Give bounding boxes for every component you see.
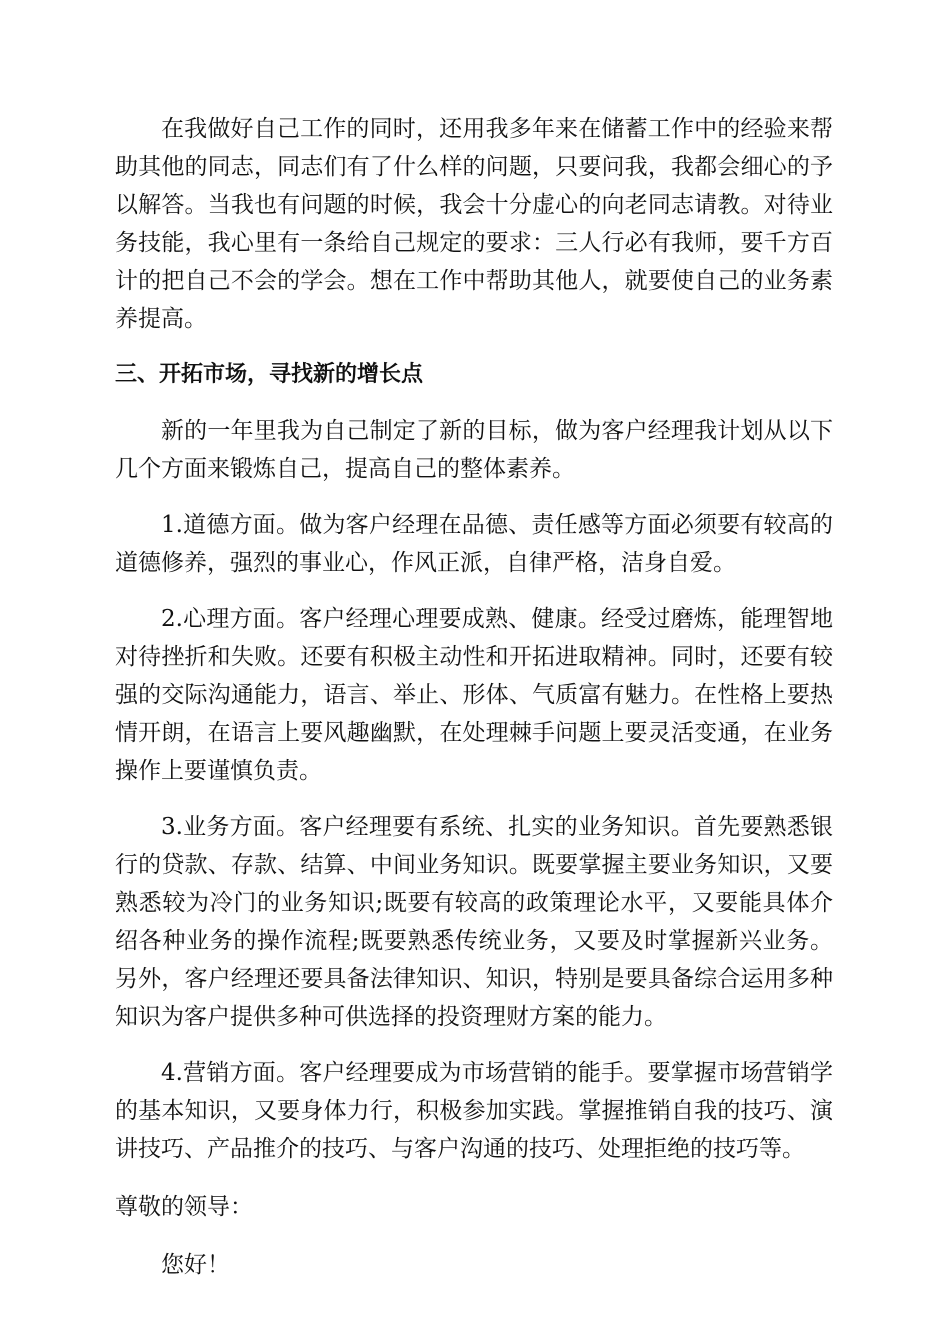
- document-body: [115, 110, 833, 1284]
- salutation: 尊敬的领导：: [115, 1194, 253, 1220]
- list-item-morality: 1.道德方面。做为客户经理在品德、责任感等方面必须要有较高的道德修养，强烈的事业心，作风正派，自律严格，洁身自爱。: [115, 512, 833, 576]
- body-paragraph: 在我做好自己工作的同时，还用我多年来在储蓄工作中的经验来帮助其他的同志，同志们有了什么样的问题，只要问我，我都会细心的予以解答。当我也有问题的时候，我会十分虚心的向老同志请教。对待业务技能，我心里有一条给自己规定的要求：三人行必有我师，要千方百计的把自己不会的学会。想在工作中帮助其他人，就要使自己的业务素养提高。: [115, 116, 833, 332]
- section-heading: 三、开拓市场，寻找新的增长点: [115, 362, 424, 387]
- list-item-marketing: 4.营销方面。客户经理要成为市场营销的能手。要掌握市场营销学的基本知识，又要身体力行，积极参加实践。掌握推销自我的技巧、演讲技巧、产品推介的技巧、与客户沟通的技巧、处理拒绝的技巧等。: [115, 1060, 833, 1162]
- greeting: 您好！: [161, 1252, 230, 1278]
- body-paragraph: 新的一年里我为自己制定了新的目标，做为客户经理我计划从以下几个方面来锻炼自己，提高自己的整体素养。: [115, 418, 833, 482]
- list-item-psychology: 2.心理方面。客户经理心理要成熟、健康。经受过磨炼，能理智地对待挫折和失败。还要有积极主动性和开拓进取精神。同时，还要有较强的交际沟通能力，语言、举止、形体、气质富有魅力。在性格上要热情开朗，在语言上要风趣幽默，在处理棘手问题上要灵活变通，在业务操作上要谨慎负责。: [115, 606, 833, 784]
- list-item-business: 3.业务方面。客户经理要有系统、扎实的业务知识。首先要熟悉银行的贷款、存款、结算、中间业务知识。既要掌握主要业务知识，又要熟悉较为冷门的业务知识;既要有较高的政策理论水平，又要能具体介绍各种业务的操作流程;既要熟悉传统业务，又要及时掌握新兴业务。另外，客户经理还要具备法律知识、知识，特别是要具备综合运用多种知识为客户提供多种可供选择的投资理财方案的能力。: [115, 814, 833, 1030]
